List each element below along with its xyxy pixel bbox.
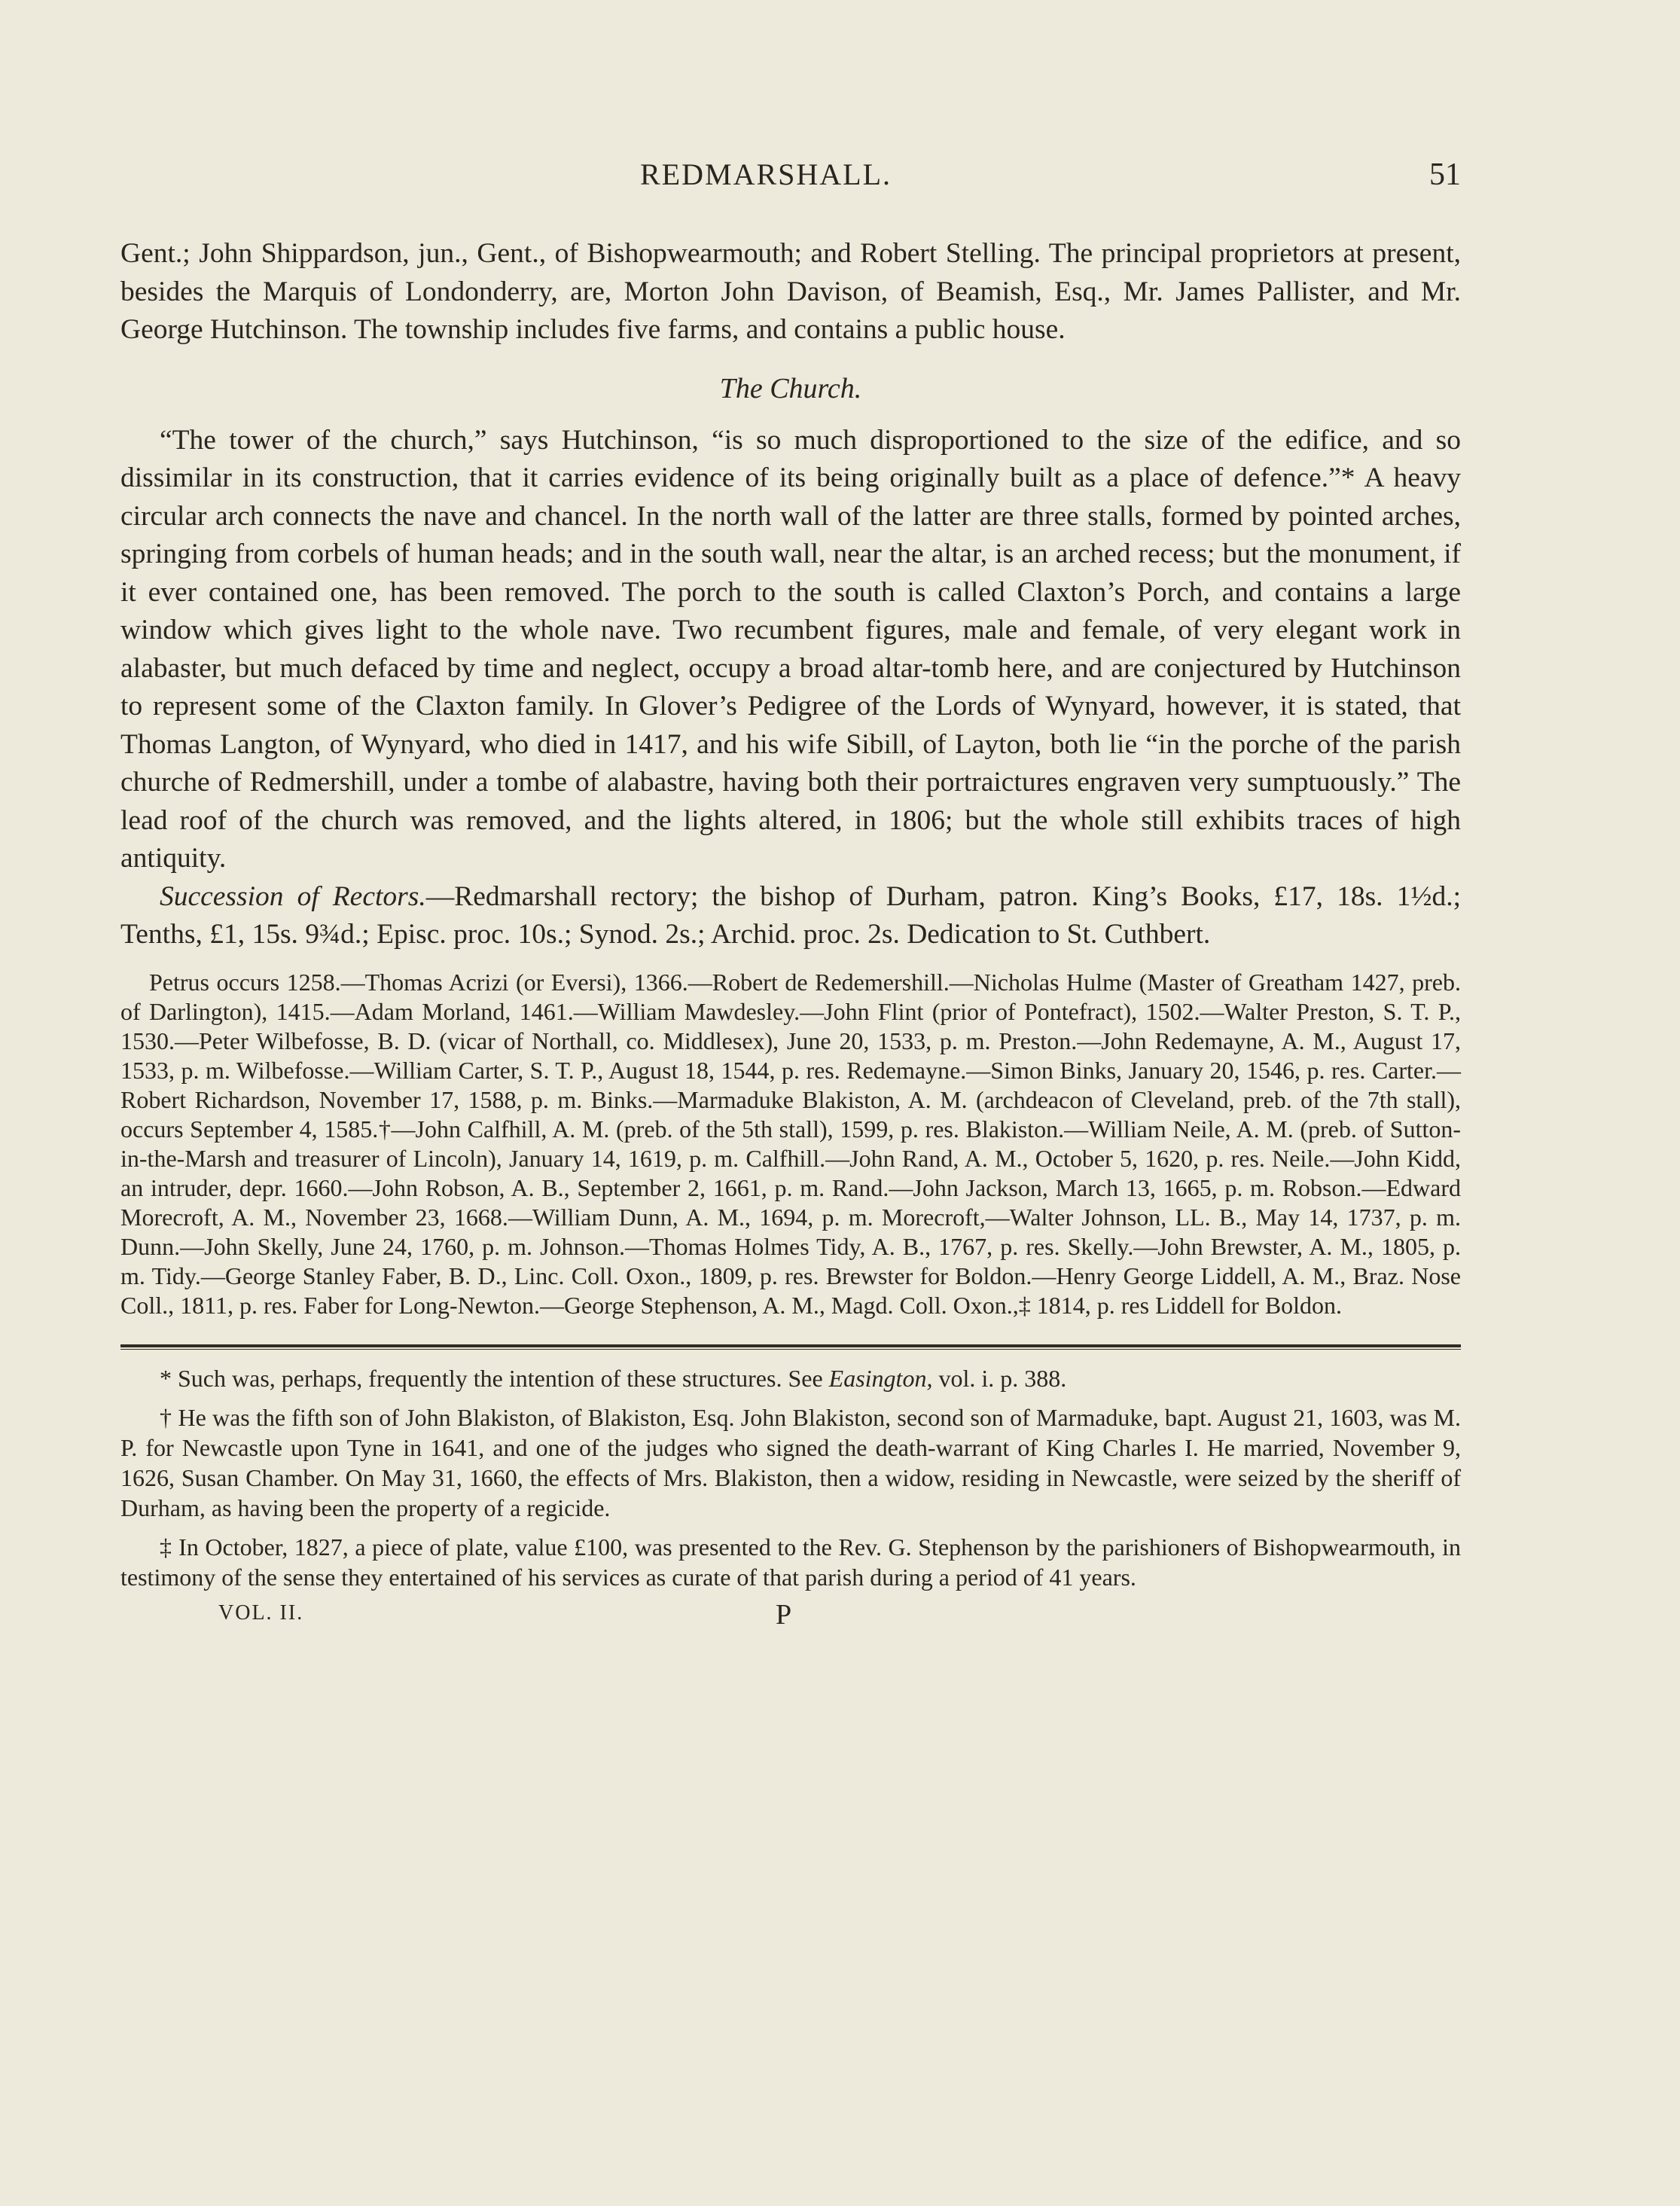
rectors-list: Petrus occurs 1258.—Thomas Acrizi (or Eversi), 1366.—Robert de Redemershill.—Nicholas Hulme (Master of Greatham 1427, preb. of Darlington), 1415.—Adam Morland, 1461.—William Mawdesley.—John Flint (prior of Pontefract), 1502.—Walter Preston, S. T. P., 1530.—Peter Wilbefosse, B. D. (vicar of Northall, co. Middlesex), June 20, 1533, p. m. Preston.—John Redemayne, A. M., August 17, 1533, p. m. Wilbefosse.—William Carter, S. T. P., August 18, 1544, p. res. Redemayne.—Simon Binks, January 20, 1546, p. res. Carter.—Robert Richardson, November 17, 1588, p. m. Binks.—Marmaduke Blakiston, A. M. (archdeacon of Cleveland, preb. of the 7th stall), occurs September 4, 1585.†—John Calfhill, A. M. (preb. of the 5th stall), 1599, p. res. Blakiston.—William Neile, A. M. (preb. of Sutton-in-the-Marsh and treasurer of Lincoln), January 14, 1619, p. m. Calfhill.—John Rand, A. M., October 5, 1620, p. res. Neile.—John Kidd, an intruder, depr. 1660.—John Robson, A. B., September 2, 1661, p. m. Rand.—John Jackson, March 13, 1665, p. m. Robson.—Edward Morecroft, A. M., November 23, 1668.—William Dunn, A. M., 1694, p. m. Morecroft,—Walter Johnson, LL. B., May 14, 1737, p. m. Dunn.—John Skelly, June 24, 1760, p. m. Johnson.—Thomas Holmes Tidy, A. B., 1767, p. res. Skelly.—John Brewster, A. M., 1805, p. m. Tidy.—George Stanley Faber, B. D., Linc. Coll. Oxon., 1809, p. res. Brewster for Boldon.—Henry George Liddell, A. M., Braz. Nose Coll., 1811, p. res. Faber for Long-Newton.—George Stephenson, A. M., Magd. Coll. Oxon.,‡ 1814, p. res Liddell for Boldon.: [120, 968, 1461, 1319]
page-number: 51: [1429, 157, 1461, 192]
footnotes: [120, 1363, 1461, 1592]
paragraph-succession: [120, 878, 1461, 954]
page-header: [120, 157, 1461, 202]
succession-heading: Succession of Rectors.: [160, 880, 426, 912]
succession-text: —Redmarshall rectory; the bishop of Durham, patron. King’s Books, £17, 18s. 1½d.; Tenths, £1, 15s. 9¾d.; Episc. proc. 10s.; Synod. 2s.; Archid. proc. 2s. Dedication to St. Cuthbert.: [120, 880, 1462, 950]
footnote-3: ‡ In October, 1827, a piece of plate, value £100, was presented to the Rev. G. Stephenson by the parishioners of Bishopwearmouth, in testimony of the sense they entertained of his services as curate of that parish during a period of 41 years.: [120, 1533, 1461, 1591]
footnote-rule: [120, 1344, 1461, 1350]
main-text: [120, 235, 1461, 1637]
volume-label: VOL. II.: [218, 1600, 304, 1625]
paragraph-proprietors: Gent.; John Shippardson, jun., Gent., of Bishopwearmouth; and Robert Stelling. The principal proprietors at present, besides the Marquis of Londonderry, are, Morton John Davison, of Beamish, Esq., Mr. James Pallister, and Mr. George Hutchinson. The township includes five farms, and contains a public house.: [120, 238, 1461, 345]
page-footer: [120, 1598, 1461, 1637]
signature-mark: P: [776, 1598, 792, 1631]
footnote-1-italic: Easington,: [828, 1364, 933, 1392]
section-heading: The Church.: [719, 372, 862, 404]
running-title: REDMARSHALL.: [640, 157, 892, 191]
footnote-1-ref: vol. i. p. 388.: [932, 1364, 1067, 1392]
footnote-1: [120, 1363, 1461, 1393]
paragraph-church: “The tower of the church,” says Hutchinson, “is so much disproportioned to the size of the edifice, and so dissimilar in its construction, that it carries evidence of its being originally built as a place of defence.”* A heavy circular arch connects the nave and chancel. In the north wall of the latter are three stalls, formed by pointed arches, springing from corbels of human heads; and in the south wall, near the altar, is an arched recess; but the monument, if it ever contained one, has been removed. The porch to the south is called Claxton’s Porch, and contains a large window which gives light to the whole nave. Two recumbent figures, male and female, of very elegant work in alabaster, but much defaced by time and neglect, occupy a broad altar-tomb here, and are conjectured by Hutchinson to represent some of the Claxton family. In Glover’s Pedigree of the Lords of Wynyard, however, it is stated, that Thomas Langton, of Wynyard, who died in 1417, and his wife Sibill, of Layton, both lie “in the porche of the parish churche of Redmershill, under a tombe of alabastre, having both their portraictures engraven very sumptuously.” The lead roof of the church was removed, and the lights altered, in 1806; but the whole still exhibits traces of high antiquity.: [120, 424, 1461, 874]
footnote-1-text: * Such was, perhaps, frequently the intention of these structures. See: [160, 1364, 829, 1392]
footnote-2: † He was the fifth son of John Blakiston, of Blakiston, Esq. John Blakiston, second son of Marmaduke, bapt. August 21, 1603, was M. P. for Newcastle upon Tyne in 1641, and one of the judges who signed the death-warrant of King Charles I. He married, November 9, 1626, Susan Chamber. On May 31, 1660, the effects of Mrs. Blakiston, then a widow, residing in Newcastle, were seized by the sheriff of Durham, as having been the property of a regicide.: [120, 1403, 1461, 1521]
